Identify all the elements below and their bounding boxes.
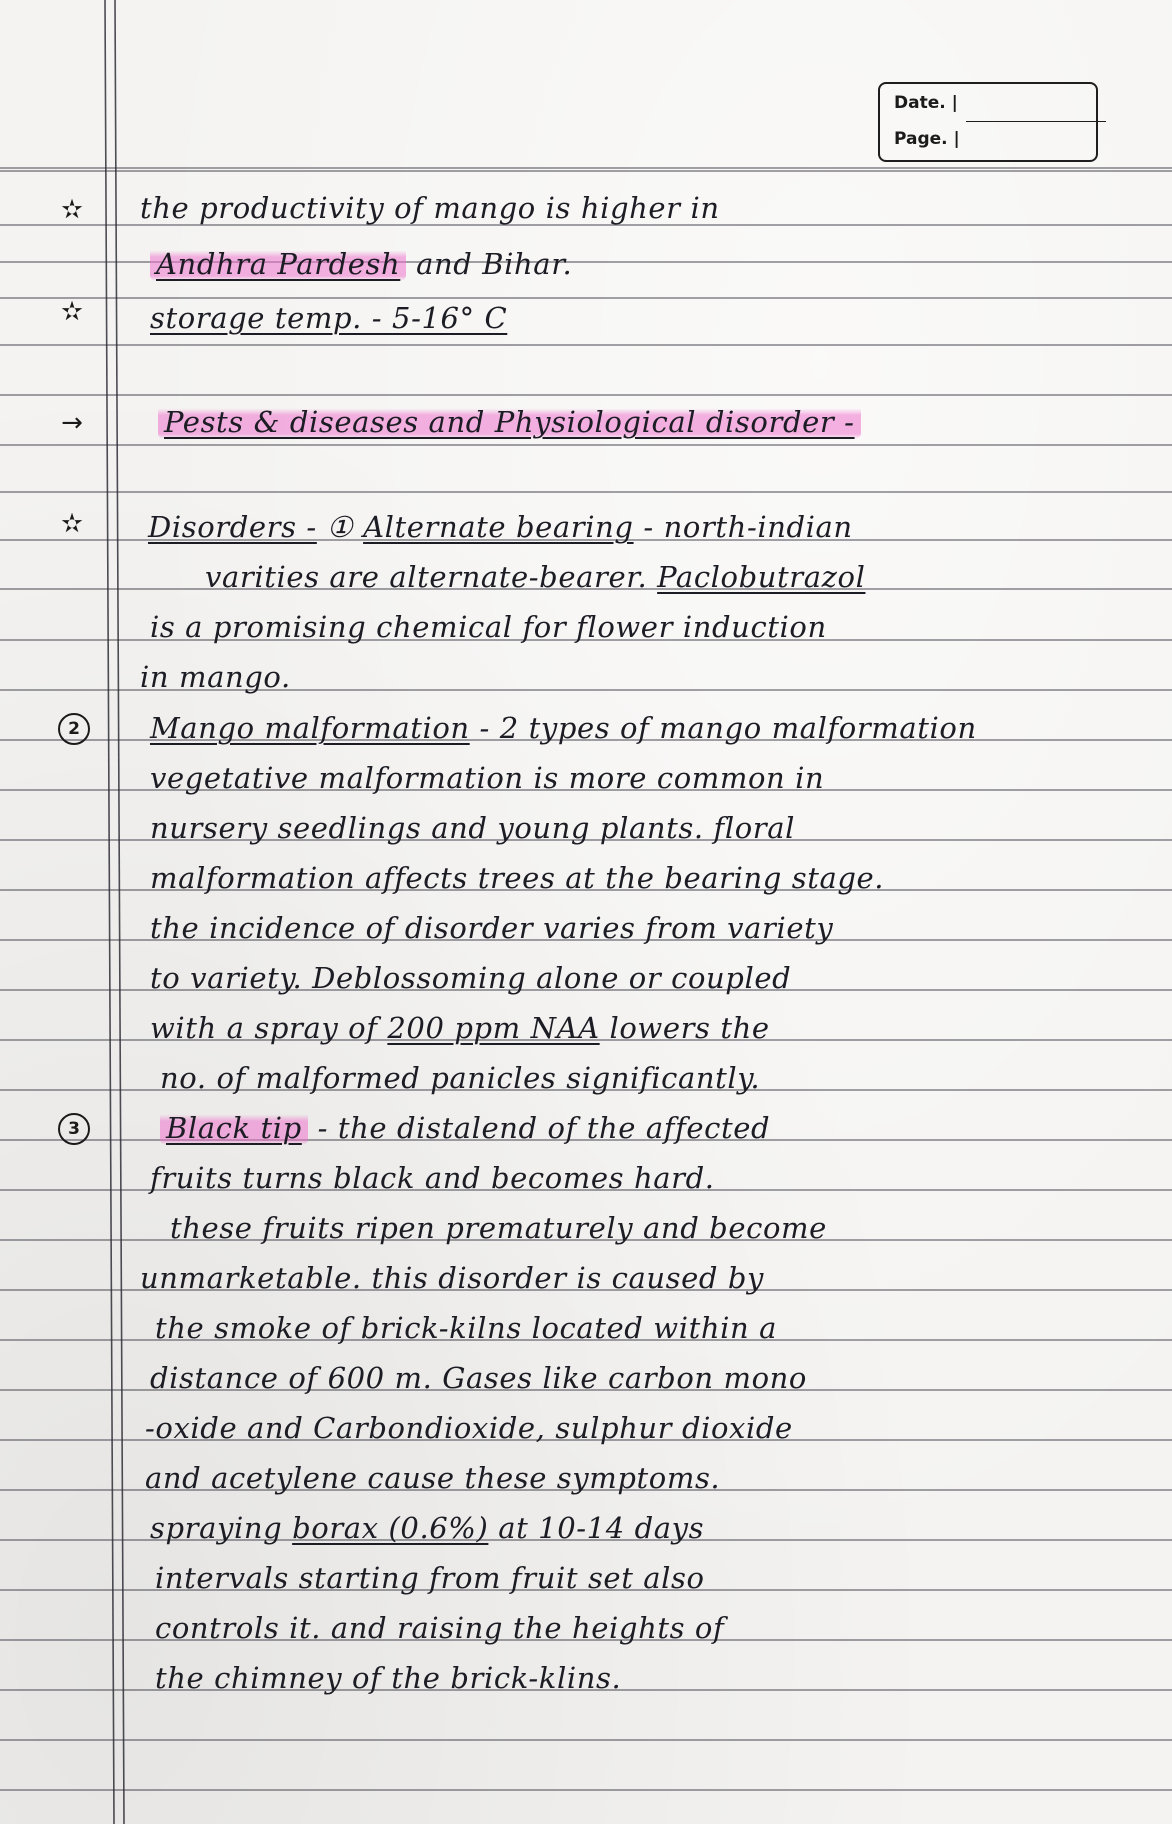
note-text: no. of malformed panicles significantly. — [160, 1061, 761, 1095]
note-text: these fruits ripen prematurely and become — [170, 1211, 827, 1245]
note-text: malformation affects trees at the bearing stage. — [150, 861, 885, 895]
note-text: at 10-14 days — [488, 1511, 705, 1545]
item-number-3-icon: 3 — [58, 1113, 90, 1145]
note-text: lowers the — [599, 1011, 770, 1045]
note-text: the smoke of brick-kilns located within a — [155, 1311, 777, 1345]
date-divider — [966, 121, 1106, 122]
alternate-bearing-title: Alternate bearing — [363, 510, 634, 544]
star-bullet-icon: ✫ — [61, 509, 83, 539]
note-text: to variety. Deblossoming alone or coupled — [150, 961, 792, 995]
arrow-bullet-icon: → — [61, 408, 83, 438]
star-bullet-icon: ✫ — [61, 195, 83, 225]
note-line — [150, 244, 572, 284]
section-heading — [158, 402, 861, 442]
storage-temp-value: 5-16° C — [392, 301, 508, 335]
item-number-2-icon: 2 — [58, 713, 90, 745]
note-line — [150, 607, 827, 647]
note-line — [140, 1258, 764, 1298]
note-line — [170, 1208, 827, 1248]
note-line — [150, 758, 824, 798]
note-text: with a spray of — [150, 1011, 388, 1045]
note-text: the incidence of disorder varies from variety — [150, 911, 834, 945]
paclobutrazol-text: Paclobutrazol — [657, 560, 866, 594]
note-text: - the distalend of the affected — [307, 1111, 771, 1145]
note-line — [205, 557, 865, 597]
note-text: controls it. and raising the heights of — [155, 1611, 725, 1645]
note-line — [150, 858, 884, 898]
note-text: - north-indian — [633, 510, 853, 544]
note-line — [150, 908, 833, 948]
note-text: distance of 600 m. Gases like carbon mono — [150, 1361, 807, 1395]
note-line — [160, 1058, 760, 1098]
disorders-label: Disorders - — [148, 510, 317, 544]
note-line — [155, 1558, 705, 1598]
note-line — [155, 1608, 724, 1648]
note-line — [150, 1008, 770, 1048]
note-text: is a promising chemical for flower induction — [150, 610, 827, 644]
note-text: vegetative malformation is more common in — [150, 761, 825, 795]
note-line — [150, 1358, 807, 1398]
naa-concentration: 200 ppm NAA — [387, 1011, 600, 1045]
note-text: the productivity of mango is higher in — [140, 191, 720, 225]
note-line — [150, 1158, 715, 1198]
note-line — [150, 1508, 704, 1548]
note-text: unmarketable. this disorder is caused by — [140, 1261, 765, 1295]
note-line — [140, 657, 291, 697]
heading-text: Pests & diseases and Physiological disorder - — [158, 405, 861, 439]
note-text: and Bihar. — [406, 247, 573, 281]
black-tip-title: Black tip — [160, 1111, 308, 1145]
note-text: -oxide and Carbondioxide, sulphur dioxide — [145, 1411, 793, 1445]
note-text: the chimney of the brick-klins. — [155, 1661, 622, 1695]
star-bullet-icon: ✫ — [61, 297, 83, 327]
note-line — [155, 1308, 777, 1348]
note-line — [148, 507, 853, 547]
date-label: Date. | — [894, 93, 958, 113]
note-line — [140, 188, 720, 228]
note-text: intervals starting from fruit set also — [155, 1561, 705, 1595]
note-line — [145, 1408, 793, 1448]
item-number-1: ① — [316, 510, 364, 544]
note-text: nursery seedlings and young plants. floral — [150, 811, 795, 845]
note-text: fruits turns black and becomes hard. — [150, 1161, 715, 1195]
note-text: varities are alternate-bearer. — [205, 560, 658, 594]
note-line — [145, 1458, 720, 1498]
note-line — [160, 1108, 770, 1148]
note-text: storage temp. - — [150, 301, 393, 335]
note-text: spraying — [150, 1511, 293, 1545]
note-line — [150, 298, 507, 338]
date-page-box — [878, 82, 1098, 162]
note-text: in mango. — [140, 660, 291, 694]
note-line — [150, 808, 795, 848]
note-line — [150, 958, 791, 998]
note-text: - 2 types of mango malformation — [469, 711, 977, 745]
note-line — [150, 708, 977, 748]
note-text: and acetylene cause these symptoms. — [145, 1461, 721, 1495]
page-label: Page. | — [894, 129, 960, 149]
highlighted-state: Andhra Pardesh — [150, 247, 406, 281]
mango-malformation-title: Mango malformation — [150, 711, 470, 745]
borax-dose: borax (0.6%) — [292, 1511, 489, 1545]
note-line — [155, 1658, 621, 1698]
